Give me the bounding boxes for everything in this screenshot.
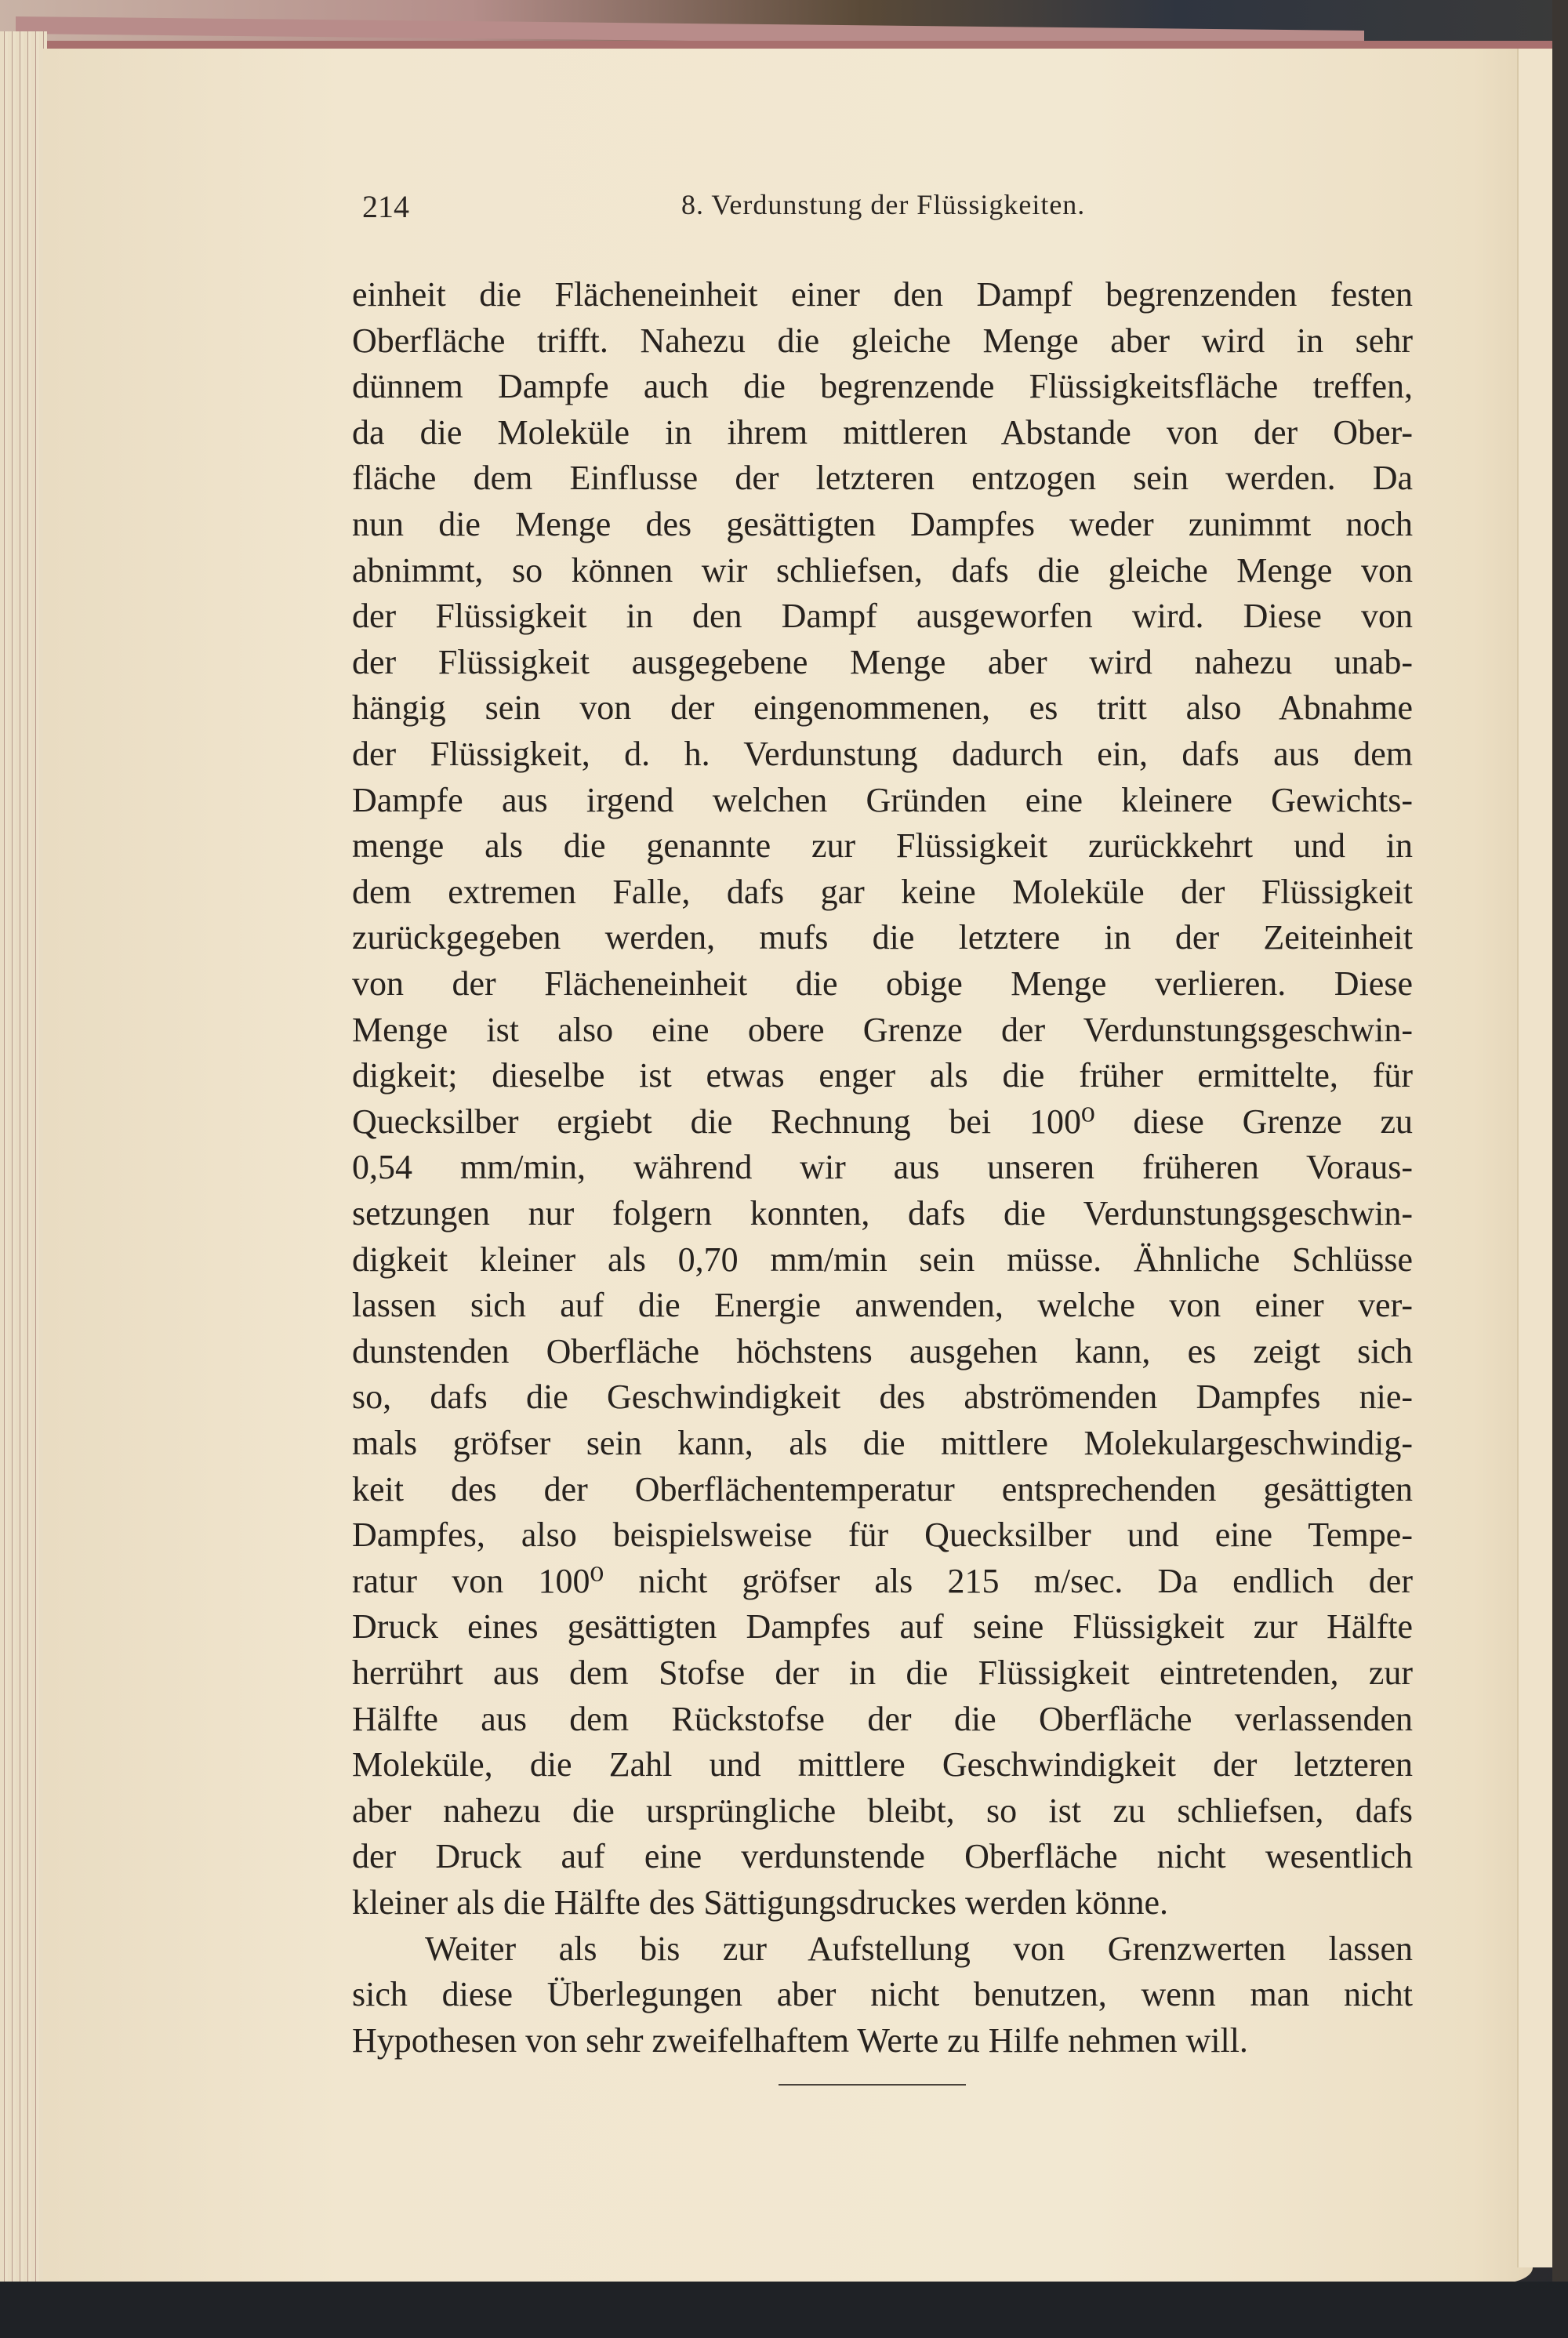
text-line: der Flüssigkeit in den Dampf ausgeworfen wird. Diese von	[352, 597, 1413, 636]
text-line: zurückgegeben werden, mufs die letztere in der Zeiteinheit	[352, 918, 1413, 957]
text-line: lassen sich auf die Energie anwenden, welche von einer ver-	[352, 1286, 1413, 1325]
background-bottom	[0, 2282, 1568, 2338]
text-line: digkeit kleiner als 0,70 mm/min sein müsse. Ähnliche Schlüsse	[352, 1240, 1413, 1279]
text-line: hängig sein von der eingenommenen, es tritt also Abnahme	[352, 688, 1413, 728]
text-line: keit des der Oberflächentemperatur entsprechenden gesättigten	[352, 1469, 1413, 1508]
text-line: menge als die genannte zur Flüssigkeit zurückkehrt und in	[352, 826, 1413, 866]
text-line: der Flüssigkeit ausgegebene Menge aber wird nahezu unab-	[352, 642, 1413, 681]
text-line: ratur von 100⁰ nicht gröfser als 215 m/sec. Da endlich der	[352, 1561, 1413, 1600]
text-line: da die Moleküle in ihrem mittleren Abstande von der Ober-	[352, 412, 1413, 452]
text-line: setzungen nur folgern konnten, dafs die Verdunstungsgeschwin-	[352, 1194, 1413, 1233]
adjacent-page-edge	[1517, 49, 1554, 2267]
text-line: sich diese Überlegungen aber nicht benutzen, wenn man nicht	[352, 1975, 1413, 2014]
text-line: Weiter als bis zur Aufstellung von Grenzwerten lassen	[425, 1929, 1413, 1968]
text-line: abnimmt, so können wir schliefsen, dafs die gleiche Menge von	[352, 550, 1413, 590]
book-spine	[1552, 0, 1568, 2338]
text-line: Quecksilber ergiebt die Rechnung bei 100⁰ diese Grenze zu	[352, 1102, 1413, 1141]
text-line: dünnem Dampfe auch die begrenzende Flüssigkeitsfläche treffen,	[352, 367, 1413, 406]
text-line: 0,54 mm/min, während wir aus unseren früheren Voraus-	[352, 1148, 1413, 1187]
running-title: 8. Verdunstung der Flüssigkeiten.	[681, 189, 1086, 220]
text-line: aber nahezu die ursprüngliche bleibt, so ist zu schliefsen, dafs	[352, 1791, 1413, 1830]
text-line: der Druck auf eine verdunstende Oberfläche nicht wesentlich	[352, 1837, 1413, 1876]
text-line: Menge ist also eine obere Grenze der Verdunstungsgeschwin-	[352, 1010, 1413, 1049]
text-line: herrührt aus dem Stofse der in die Flüssigkeit eintretenden, zur	[352, 1654, 1413, 1692]
text-line: mals gröfser sein kann, als die mittlere Molekulargeschwindig-	[352, 1424, 1413, 1462]
text-line: Moleküle, die Zahl und mittlere Geschwindigkeit der letzteren	[352, 1745, 1413, 1784]
text-line: Oberfläche trifft. Nahezu die gleiche Menge aber wird in sehr	[352, 321, 1413, 360]
text-line: Hypothesen von sehr zweifelhaftem Werte zu Hilfe nehmen will.	[352, 2020, 1248, 2060]
text-line: digkeit; dieselbe ist etwas enger als die früher ermittelte, für	[352, 1056, 1413, 1095]
text-line: dunstenden Oberfläche höchstens ausgehen kann, es zeigt sich	[352, 1331, 1413, 1370]
page-number: 214	[362, 189, 409, 224]
text-line: Dampfes, also beispielsweise für Quecksilber und eine Tempe-	[352, 1516, 1413, 1555]
section-end-rule	[779, 2084, 966, 2086]
text-line: so, dafs die Geschwindigkeit des abströmenden Dampfes nie-	[352, 1378, 1413, 1417]
text-line: Dampfe aus irgend welchen Gründen eine kleinere Gewichts-	[352, 780, 1413, 819]
text-line: von der Flächeneinheit die obige Menge verlieren. Diese	[352, 964, 1413, 1003]
text-line: Hälfte aus dem Rückstofse der die Oberfläche verlassenden	[352, 1699, 1413, 1738]
text-line: dem extremen Falle, dafs gar keine Moleküle der Flüssigkeit	[352, 872, 1413, 911]
text-line: Druck eines gesättigten Dampfes auf seine Flüssigkeit zur Hälfte	[352, 1607, 1413, 1646]
text-line: der Flüssigkeit, d. h. Verdunstung dadurch ein, dafs aus dem	[352, 735, 1413, 773]
text-line: fläche dem Einflusse der letzteren entzogen sein werden. Da	[352, 459, 1413, 498]
text-line: kleiner als die Hälfte des Sättigungsdruckes werden könne.	[352, 1883, 1169, 1922]
text-line: nun die Menge des gesättigten Dampfes weder zunimmt noch	[352, 505, 1413, 543]
text-line: einheit die Flächeneinheit einer den Dampf begrenzenden festen	[352, 275, 1413, 314]
page-stack-edge	[0, 31, 47, 2289]
